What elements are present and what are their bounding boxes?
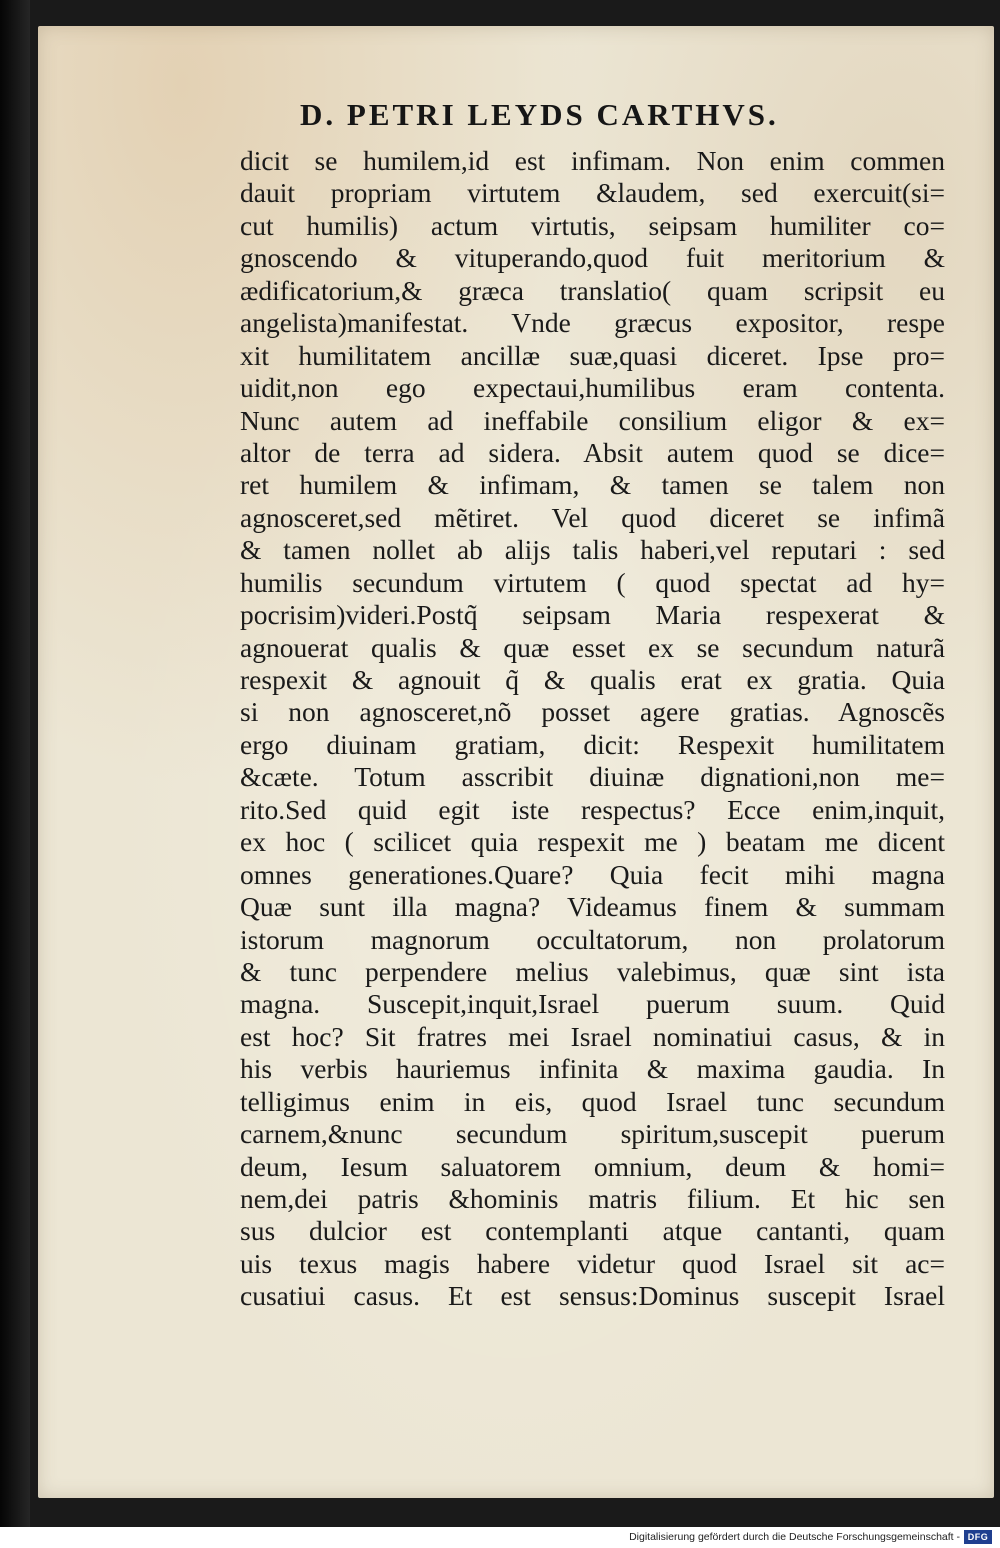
text-line: si non agnosceret,nõ posset agere gratias. Agnoscẽs <box>240 696 945 728</box>
text-line: agnouerat qualis & quæ esset ex se secundum naturã <box>240 631 945 663</box>
text-line: magna. Suscepit,inquit,Israel puerum suum. Quid <box>240 988 945 1020</box>
text-line: deum, Iesum saluatorem omnium, deum & homi= <box>240 1150 945 1182</box>
text-line: uidit,non ego expectaui,humilibus eram contenta. <box>240 372 945 404</box>
body-text <box>240 145 945 1313</box>
funding-credit: Digitalisierung gefördert durch die Deutsche Forschungsgemeinschaft - <box>629 1531 960 1543</box>
text-line: pocrisim)videri.Postq̃ seipsam Maria respexerat & <box>240 599 945 631</box>
running-head: D. PETRI LEYDS CARTHVS. <box>300 97 779 132</box>
text-line: & tamen nollet ab alijs talis haberi,vel reputari : sed <box>240 534 945 566</box>
text-line: ex hoc ( scilicet quia respexit me ) beatam me dicent <box>240 826 945 858</box>
text-line: gnoscendo & vituperando,quod fuit meritorium & <box>240 242 945 274</box>
text-line: istorum magnorum occultatorum, non prolatorum <box>240 923 945 955</box>
text-line: angelista)manifestat. Vnde græcus expositor, respe <box>240 307 945 339</box>
text-line: &cæte. Totum asscribit diuinæ dignationi,non me= <box>240 761 945 793</box>
text-line: omnes generationes.Quare? Quia fecit mihi magna <box>240 858 945 890</box>
text-line: agnosceret,sed mẽtiret. Vel quod diceret se infimã <box>240 501 945 533</box>
text-line: Nunc autem ad ineffabile consilium eligor & ex= <box>240 404 945 436</box>
dfg-logo: DFG <box>964 1530 992 1544</box>
text-line: ergo diuinam gratiam, dicit: Respexit humilitatem <box>240 728 945 760</box>
text-line: ædificatorium,& græca translatio( quam scripsit eu <box>240 274 945 306</box>
text-line: sus dulcior est contemplanti atque cantanti, quam <box>240 1215 945 1247</box>
text-line: cusatiui casus. Et est sensus:Dominus suscepit Israel <box>240 1280 945 1312</box>
text-line: xit humilitatem ancillæ suæ,quasi diceret. Ipse pro= <box>240 339 945 371</box>
text-line: telligimus enim in eis, quod Israel tunc secundum <box>240 1085 945 1117</box>
text-line: nem,dei patris &hominis matris filium. Et hic sen <box>240 1183 945 1214</box>
text-line: Quæ sunt illa magna? Videamus finem & summam <box>240 891 945 923</box>
text-line: altor de terra ad sidera. Absit autem quod se dice= <box>240 436 945 468</box>
text-line: est hoc? Sit fratres mei Israel nominatiui casus, & in <box>240 1020 945 1052</box>
text-line: rito.Sed quid egit iste respectus? Ecce enim,inquit, <box>240 793 945 825</box>
text-line: humilis secundum virtutem ( quod spectat ad hy= <box>240 566 945 598</box>
text-line: his verbis hauriemus infinita & maxima gaudia. In <box>240 1053 945 1085</box>
text-line: & tunc perpendere melius valebimus, quæ sint ista <box>240 955 945 987</box>
text-line: carnem,&nunc secundum spiritum,suscepit puerum <box>240 1118 945 1150</box>
text-line: cut humilis) actum virtutis, seipsam humiliter co= <box>240 209 945 241</box>
text-line: dauit propriam virtutem &laudem, sed exercuit(si= <box>240 177 945 209</box>
text-line: uis texus magis habere videtur quod Israel sit ac= <box>240 1247 945 1279</box>
text-line: respexit & agnouit q̃ & qualis erat ex gratia. Quia <box>240 664 945 695</box>
book-binding-shadow <box>0 0 30 1527</box>
text-line: dicit se humilem,id est infimam. Non enim commen <box>240 145 945 176</box>
text-line: ret humilem & infimam, & tamen se talem non <box>240 469 945 501</box>
